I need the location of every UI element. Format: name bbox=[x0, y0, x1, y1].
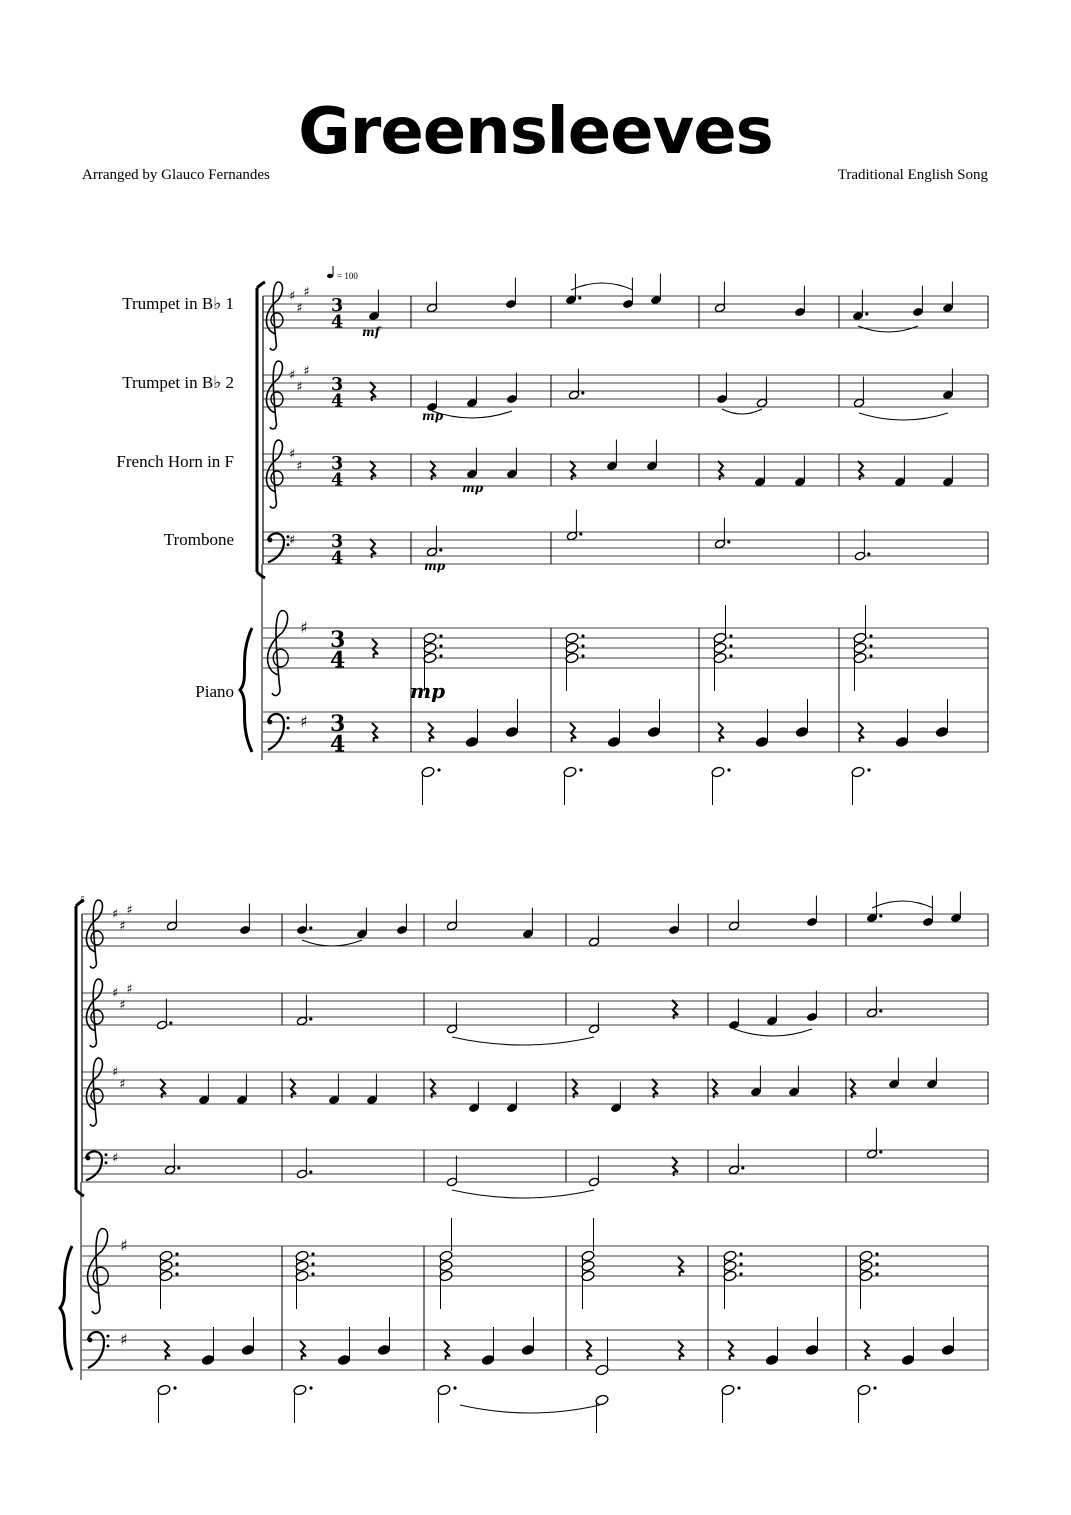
slur bbox=[858, 326, 918, 332]
dot bbox=[879, 1009, 882, 1012]
treble-clef bbox=[266, 282, 282, 350]
quarter-rest bbox=[570, 461, 576, 480]
key-sharp: ♯ bbox=[296, 301, 303, 316]
time-sig-num: 3 bbox=[331, 295, 344, 317]
dot bbox=[729, 634, 732, 637]
dot bbox=[869, 644, 872, 647]
piano-brace bbox=[240, 628, 252, 752]
slur bbox=[452, 1037, 594, 1045]
note-head bbox=[377, 1344, 391, 1356]
treble-clef bbox=[266, 440, 282, 508]
note-head bbox=[711, 766, 725, 778]
key-sharp: ♯ bbox=[303, 364, 310, 379]
quarter-rest bbox=[370, 539, 376, 558]
slur bbox=[452, 1190, 594, 1198]
note-head bbox=[157, 1384, 171, 1396]
bass-clef-dot bbox=[105, 1161, 108, 1164]
quarter-rest bbox=[430, 1079, 436, 1098]
note-head bbox=[765, 1354, 779, 1366]
note-head bbox=[201, 1354, 215, 1366]
bass-clef-dot bbox=[268, 538, 273, 543]
key-sharp: ♯ bbox=[289, 533, 296, 548]
dot bbox=[439, 634, 442, 637]
key-sharp: ♯ bbox=[112, 986, 119, 1001]
quarter-rest bbox=[164, 1341, 170, 1360]
dot bbox=[169, 1021, 172, 1024]
treble-clef bbox=[266, 361, 282, 429]
note-head bbox=[901, 1354, 915, 1366]
dot bbox=[737, 1386, 740, 1389]
dot bbox=[741, 1166, 744, 1169]
treble-clef bbox=[268, 611, 288, 696]
dot bbox=[309, 1386, 312, 1389]
quarter-rest bbox=[428, 723, 434, 742]
measure-number: 5 bbox=[80, 895, 85, 905]
dot bbox=[875, 1272, 878, 1275]
quarter-rest bbox=[290, 1079, 296, 1098]
score-title: Greensleeves bbox=[298, 95, 773, 169]
key-sharp: ♯ bbox=[289, 447, 296, 462]
tempo-text: = 100 bbox=[337, 271, 358, 281]
dot bbox=[739, 1272, 742, 1275]
quarter-rest bbox=[858, 461, 864, 480]
quarter-rest bbox=[678, 1257, 684, 1276]
bass-clef-dot bbox=[105, 1153, 108, 1156]
note-head bbox=[423, 652, 437, 664]
dot bbox=[739, 1252, 742, 1255]
key-sharp: ♯ bbox=[289, 289, 296, 304]
bass-clef-dot bbox=[107, 1345, 110, 1348]
dot bbox=[439, 644, 442, 647]
instrument-label-french-horn: French Horn in F bbox=[116, 452, 234, 471]
slur bbox=[460, 1405, 600, 1413]
dot bbox=[873, 1386, 876, 1389]
note-head bbox=[895, 736, 909, 748]
dynamic-marking: mp bbox=[424, 559, 446, 573]
key-sharp: ♯ bbox=[300, 712, 308, 731]
note-head bbox=[595, 1394, 609, 1406]
note-head bbox=[159, 1260, 173, 1272]
system-1 bbox=[240, 274, 988, 805]
bass-clef-dot bbox=[287, 717, 290, 720]
key-sharp: ♯ bbox=[112, 907, 119, 922]
note-head bbox=[723, 1270, 737, 1282]
note-head bbox=[853, 632, 867, 644]
key-sharp: ♯ bbox=[120, 1330, 128, 1349]
dot bbox=[311, 1272, 314, 1275]
instrument-label-piano: Piano bbox=[195, 682, 234, 701]
note-head bbox=[713, 632, 727, 644]
slur bbox=[432, 411, 512, 418]
quarter-rest bbox=[372, 723, 378, 742]
slur bbox=[872, 901, 933, 908]
ensemble-bracket bbox=[76, 900, 84, 1196]
key-sharp: ♯ bbox=[120, 1236, 128, 1255]
note-head bbox=[465, 736, 479, 748]
dot bbox=[581, 634, 584, 637]
dot bbox=[175, 1252, 178, 1255]
dot bbox=[311, 1262, 314, 1265]
tempo-marking bbox=[327, 266, 358, 281]
quarter-rest bbox=[372, 639, 378, 658]
system-2 bbox=[60, 892, 988, 1433]
dot bbox=[875, 1252, 878, 1255]
note-head bbox=[581, 1250, 595, 1262]
note-head bbox=[421, 766, 435, 778]
quarter-rest bbox=[160, 1079, 166, 1098]
note-head bbox=[521, 1344, 535, 1356]
note-head bbox=[423, 642, 437, 654]
dot bbox=[729, 644, 732, 647]
note-head bbox=[941, 1344, 955, 1356]
note-head bbox=[859, 1260, 873, 1272]
quarter-rest bbox=[430, 461, 436, 480]
note-head bbox=[721, 1384, 735, 1396]
note-head bbox=[159, 1250, 173, 1262]
note-head bbox=[565, 652, 579, 664]
bass-clef-dot bbox=[88, 1338, 93, 1343]
dynamic-marking: mf bbox=[362, 325, 380, 339]
time-sig-den: 4 bbox=[330, 731, 346, 758]
time-sig-num: 3 bbox=[331, 453, 344, 475]
key-sharp: ♯ bbox=[300, 618, 308, 637]
instrument-label-trumpet-1: Trumpet in B♭ 1 bbox=[122, 294, 234, 313]
note-head bbox=[293, 1384, 307, 1396]
dot bbox=[867, 552, 870, 555]
quarter-rest bbox=[850, 1079, 856, 1098]
instrument-label-trumpet-2: Trumpet in B♭ 2 bbox=[122, 373, 234, 392]
quarter-rest bbox=[572, 1079, 578, 1098]
time-sig-den: 4 bbox=[331, 390, 344, 412]
note-head bbox=[565, 632, 579, 644]
note-head bbox=[859, 1250, 873, 1262]
time-sig-den: 4 bbox=[331, 311, 344, 333]
bass-clef-dot bbox=[107, 1335, 110, 1338]
dot bbox=[869, 654, 872, 657]
dot bbox=[175, 1272, 178, 1275]
dot bbox=[867, 768, 870, 771]
dot bbox=[311, 1252, 314, 1255]
key-sharp: ♯ bbox=[119, 998, 126, 1013]
note-head bbox=[595, 1364, 609, 1376]
slur bbox=[734, 1029, 812, 1036]
note-head bbox=[437, 1384, 451, 1396]
dot bbox=[729, 654, 732, 657]
dot bbox=[879, 914, 882, 917]
quarter-rest bbox=[370, 461, 376, 480]
note-head bbox=[853, 642, 867, 654]
key-sharp: ♯ bbox=[126, 982, 133, 997]
dot bbox=[739, 1262, 742, 1265]
note-head bbox=[795, 726, 809, 738]
key-sharp: ♯ bbox=[119, 919, 126, 934]
dot bbox=[865, 312, 868, 315]
note-head bbox=[607, 736, 621, 748]
note-head bbox=[241, 1344, 255, 1356]
dot bbox=[727, 540, 730, 543]
time-sig-den: 4 bbox=[330, 647, 346, 674]
dot bbox=[309, 926, 312, 929]
quarter-rest bbox=[718, 461, 724, 480]
key-sharp: ♯ bbox=[119, 1077, 126, 1092]
note-head bbox=[723, 1250, 737, 1262]
bass-clef-dot bbox=[287, 727, 290, 730]
dot bbox=[879, 1150, 882, 1153]
note-head bbox=[505, 726, 519, 738]
quarter-rest bbox=[444, 1341, 450, 1360]
dynamic-marking: mp bbox=[410, 679, 446, 703]
note-head bbox=[565, 642, 579, 654]
bass-clef-dot bbox=[268, 720, 273, 725]
dynamic-marking: mp bbox=[462, 481, 484, 495]
dot bbox=[579, 532, 582, 535]
dot bbox=[439, 548, 442, 551]
note-head bbox=[337, 1354, 351, 1366]
note-head bbox=[859, 1270, 873, 1282]
dot bbox=[578, 296, 581, 299]
note-head bbox=[935, 726, 949, 738]
key-sharp: ♯ bbox=[296, 380, 303, 395]
note-head bbox=[755, 736, 769, 748]
quarter-rest bbox=[864, 1341, 870, 1360]
composer-credit: Traditional English Song bbox=[837, 167, 988, 183]
slur bbox=[302, 940, 362, 946]
dot bbox=[581, 391, 584, 394]
quarter-rest bbox=[370, 382, 376, 401]
quarter-rest bbox=[718, 723, 724, 742]
dot bbox=[869, 634, 872, 637]
note-head bbox=[159, 1270, 173, 1282]
time-sig-den: 4 bbox=[331, 547, 344, 569]
dot bbox=[437, 768, 440, 771]
bass-clef-dot bbox=[86, 1156, 91, 1161]
key-sharp: ♯ bbox=[112, 1151, 119, 1166]
time-sig-num: 3 bbox=[330, 627, 346, 653]
time-sig-num: 3 bbox=[331, 531, 344, 553]
dot bbox=[439, 654, 442, 657]
note-head bbox=[805, 1344, 819, 1356]
piano-brace bbox=[60, 1246, 72, 1370]
dot bbox=[581, 654, 584, 657]
key-sharp: ♯ bbox=[289, 368, 296, 383]
note-head bbox=[713, 652, 727, 664]
quarter-rest bbox=[586, 1341, 592, 1360]
quarter-rest bbox=[672, 1000, 678, 1019]
note-head bbox=[713, 642, 727, 654]
note-head bbox=[481, 1354, 495, 1366]
note-head bbox=[423, 632, 437, 644]
slur bbox=[722, 409, 762, 414]
note-head bbox=[723, 1260, 737, 1272]
key-sharp: ♯ bbox=[126, 903, 133, 918]
dot bbox=[581, 644, 584, 647]
dot bbox=[173, 1386, 176, 1389]
dot bbox=[727, 768, 730, 771]
ensemble-bracket bbox=[257, 282, 265, 578]
quarter-rest bbox=[570, 723, 576, 742]
treble-clef bbox=[88, 1229, 108, 1314]
key-sharp: ♯ bbox=[296, 459, 303, 474]
quarter-rest bbox=[678, 1341, 684, 1360]
time-sig-num: 3 bbox=[331, 374, 344, 396]
dot bbox=[175, 1262, 178, 1265]
slur bbox=[571, 283, 633, 290]
dot bbox=[177, 1166, 180, 1169]
slur bbox=[859, 413, 948, 420]
treble-clef bbox=[86, 1058, 102, 1126]
arranger-credit: Arranged by Glauco Fernandes bbox=[82, 167, 270, 183]
quarter-rest bbox=[672, 1157, 678, 1176]
key-sharp: ♯ bbox=[303, 285, 310, 300]
quarter-rest bbox=[652, 1079, 658, 1098]
note-head bbox=[853, 652, 867, 664]
dot bbox=[453, 1386, 456, 1389]
quarter-rest bbox=[712, 1079, 718, 1098]
note-head bbox=[851, 766, 865, 778]
note-head bbox=[439, 1250, 453, 1262]
dot bbox=[309, 1017, 312, 1020]
time-sig-den: 4 bbox=[331, 469, 344, 491]
note-head bbox=[439, 1260, 453, 1272]
note-head bbox=[295, 1270, 309, 1282]
quarter-rest bbox=[300, 1341, 306, 1360]
treble-clef bbox=[86, 900, 102, 968]
note-head bbox=[295, 1260, 309, 1272]
note-head bbox=[295, 1250, 309, 1262]
quarter-rest bbox=[728, 1341, 734, 1360]
dot bbox=[875, 1262, 878, 1265]
instrument-label-trombone: Trombone bbox=[163, 530, 234, 549]
note-head bbox=[581, 1270, 595, 1282]
note-head bbox=[581, 1260, 595, 1272]
treble-clef bbox=[86, 979, 102, 1047]
quarter-rest bbox=[858, 723, 864, 742]
note-head bbox=[563, 766, 577, 778]
key-sharp: ♯ bbox=[112, 1065, 119, 1080]
dot bbox=[309, 1170, 312, 1173]
dot bbox=[579, 768, 582, 771]
time-sig-num: 3 bbox=[330, 711, 346, 737]
note-head bbox=[439, 1270, 453, 1282]
note-head bbox=[857, 1384, 871, 1396]
dynamic-marking: mp bbox=[422, 409, 444, 423]
note-head bbox=[647, 726, 661, 738]
